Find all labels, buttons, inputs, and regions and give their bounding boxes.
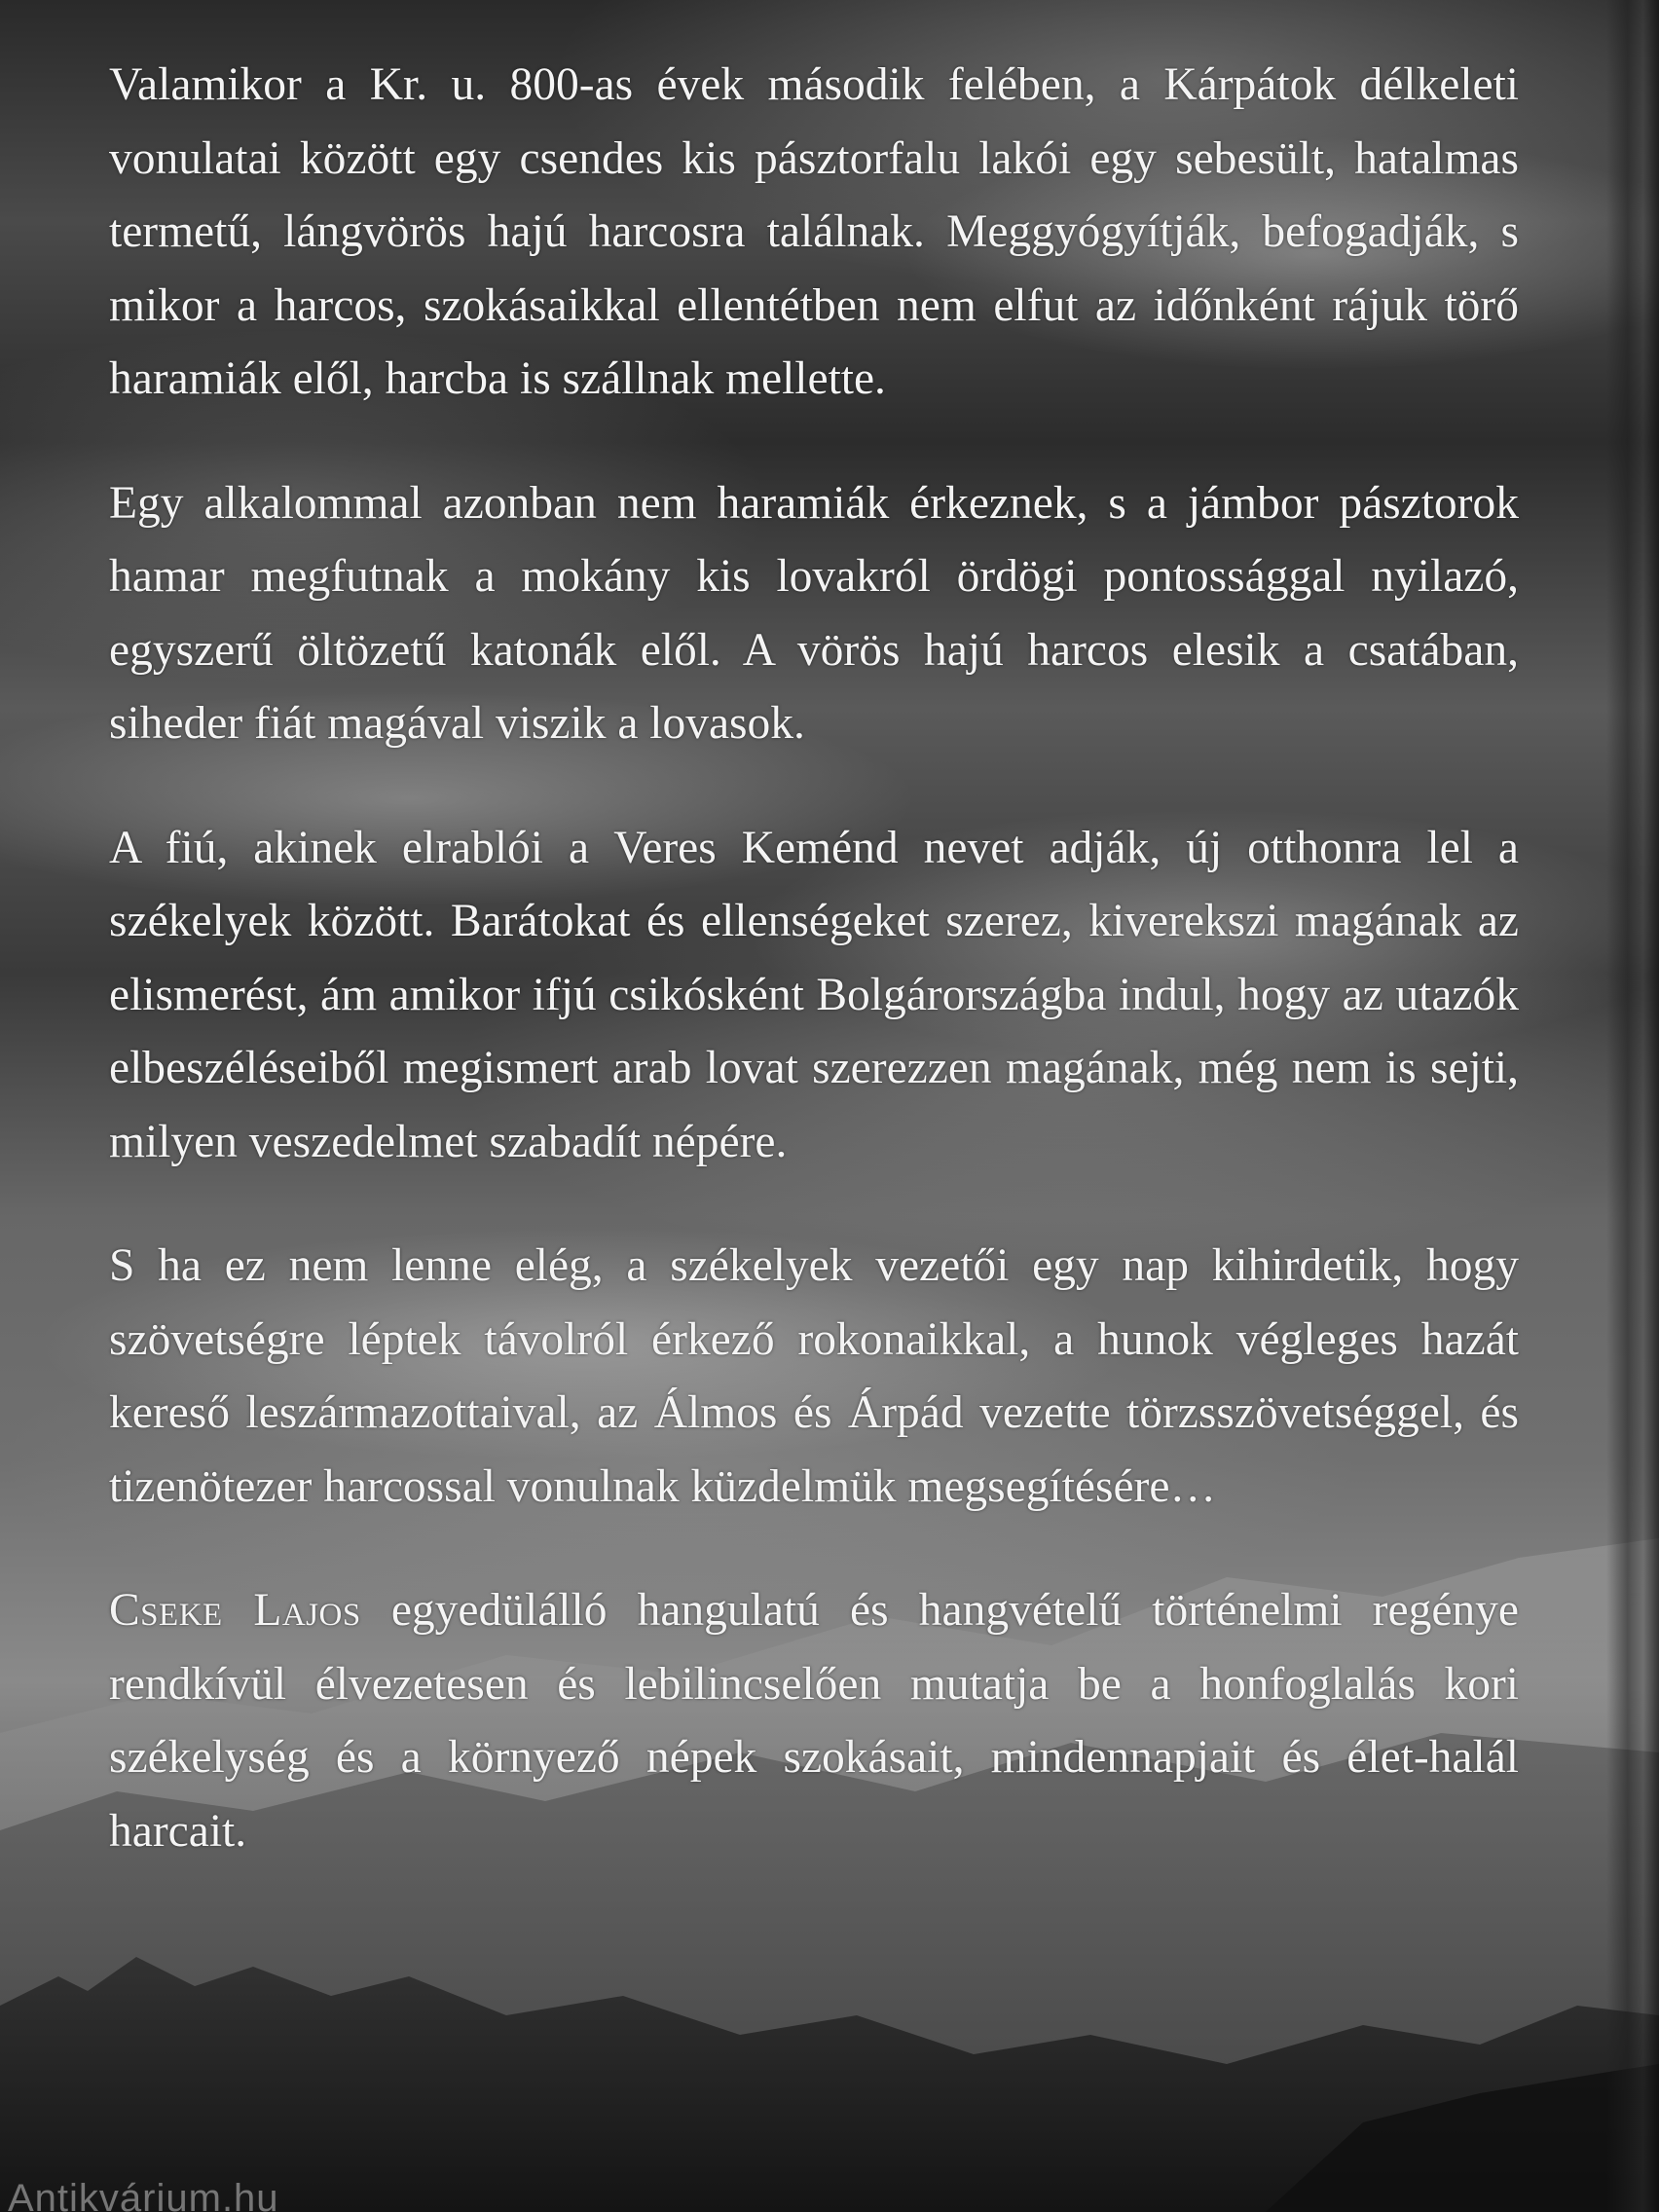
watermark: Antikvárium.hu [8,2177,279,2212]
blurb-paragraph-2: Egy alkalommal azonban nem haramiák érkeznek, s a jámbor pásztorok hamar megfutnak a mokány kis lovakról ördögi pontossággal nyilazó, egyszerű öltözetű katonák elől. A vörös hajú harcos elesik a csatában, siheder fiát magával viszik a lovasok. [109,477,1519,749]
blurb-paragraph-3: A fiú, akinek elrablói a Veres Keménd nevet adják, új otthonra lel a székelyek között. Barátokat és ellenségeket szerez, kiverekszi magának az elismerést, ám amikor ifjú csikósként Bolgárországba indul, hogy az utazók elbeszéléseiből megismert arab lovat szerezzen magának, még nem is sejti, milyen veszedelmet szabadít népére. [109,822,1519,1167]
author-name: Cseke Lajos [109,1585,361,1636]
book-spine-edge [1606,0,1659,2212]
blurb-paragraph-4: S ha ez nem lenne elég, a székelyek vezetői egy nap kihirdetik, hogy szövetségre léptek távolról érkező rokonaikkal, a hunok végleges hazát kereső leszármazottaival, az Álmos és Árpád vezette törzsszövetséggel, és tizenötezer harcossal vonulnak küzdelmük megsegítésére… [109,1240,1519,1512]
blurb-text [109,49,1519,1919]
closing-text: egyedülálló hangulatú és hangvételű történelmi regénye rendkívül élvezetesen és lebilincselően mutatja be a honfoglalás kori székelység és a környező népek szokásait, mindennapjait és élet-halál harcait. [109,1585,1519,1857]
blurb-closing-paragraph [109,1574,1519,1868]
blurb-paragraph-1: Valamikor a Kr. u. 800-as évek második felében, a Kárpátok délkeleti vonulatai között egy csendes kis pásztorfalu lakói egy sebesült, hatalmas termetű, lángvörös hajú harcosra találnak. Meggyógyítják, befogadják, s mikor a harcos, szokásaikkal ellentétben nem elfut az időnként rájuk törő haramiák elől, harcba is szállnak mellette. [109,59,1519,404]
